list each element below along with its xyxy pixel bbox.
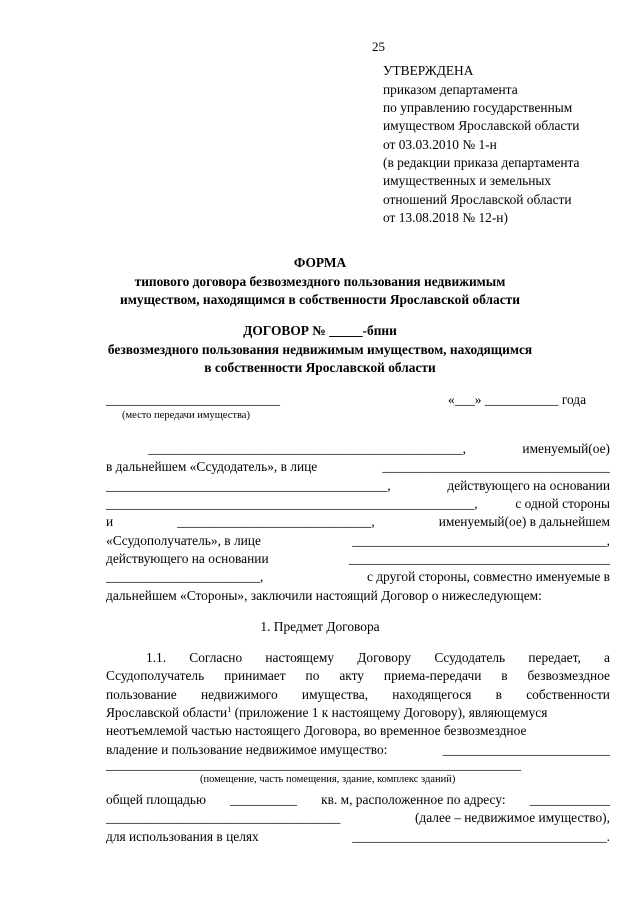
approval-line: имуществом Ярославской области <box>383 118 580 133</box>
area-line: общей площадью __________ кв. м, расположенное по адресу: ____________ <box>106 792 610 807</box>
object-blank: ______________________________________________________________ <box>106 757 522 772</box>
parties-line: _______________________, с другой стороны, совместно именуемые в <box>106 569 610 584</box>
form-title: ФОРМА <box>293 255 347 270</box>
address-line: ___________________________________ (далее – недвижимое имущество), <box>106 810 610 825</box>
approval-line: (в редакции приказа департамента <box>383 155 580 170</box>
place-caption: (место передачи имущества) <box>122 410 250 421</box>
contract-subtitle-line: в собственности Ярославской области <box>204 360 436 375</box>
approval-line: от 13.08.2018 № 12-н) <box>383 210 508 225</box>
page-number: 25 <box>372 39 385 54</box>
parties-line: в дальнейшем «Ссудодатель», в лице __________________________________ <box>106 459 610 474</box>
clause-line: 1.1. Согласно настоящему Договору Ссудодатель передает, а <box>146 650 610 665</box>
clause-line: пользование недвижимого имущества, находящегося в собственности <box>106 687 610 702</box>
approval-line: по управлению государственным <box>383 100 573 115</box>
parties-line: __________________________________________, действующего на основании <box>106 478 610 493</box>
approval-line: имущественных и земельных <box>383 173 552 188</box>
parties-line: _______________________________________________, именуемый(ое) <box>148 441 610 456</box>
parties-line: дальнейшем «Стороны», заключили настоящий Договор о нижеследующем: <box>106 588 542 603</box>
approval-line: приказом департамента <box>383 82 518 97</box>
section-title: 1. Предмет Договора <box>260 619 380 634</box>
parties-line: действующего на основании _______________________________________ <box>106 551 610 566</box>
contract-subtitle-line: безвозмездного пользования недвижимым имуществом, находящимся <box>107 342 533 357</box>
approval-line: отношений Ярославской области <box>383 192 572 207</box>
object-caption: (помещение, часть помещения, здание, комплекс зданий) <box>200 774 456 785</box>
parties-line: «Ссудополучатель», в лице ______________________________________, <box>106 533 610 548</box>
form-subtitle-line: типового договора безвозмездного пользования недвижимым <box>134 274 506 289</box>
contract-title: ДОГОВОР № _____-бпни <box>243 323 397 338</box>
place-blank: __________________________ <box>106 392 281 407</box>
form-subtitle-line: имуществом, находящимся в собственности Ярославской области <box>120 292 520 307</box>
footnote-mark: 1 <box>227 705 232 714</box>
contract-date-blank: «___» ___________ года <box>448 392 587 407</box>
clause-line: владение и пользование недвижимое имущество: _________________________ <box>106 742 610 757</box>
parties-line: и _____________________________, именуемый(ое) в дальнейшем <box>106 514 610 529</box>
clause-line: Ссудополучатель принимает по акту приема-передачи в безвозмездное <box>106 668 610 683</box>
approval-line: от 03.03.2010 № 1-н <box>383 137 497 152</box>
parties-line: _______________________________________________________, с одной стороны <box>106 496 610 511</box>
purpose-line: для использования в целях ______________________________________. <box>106 829 610 844</box>
clause-line: Ярославской области$^1$ (приложение 1 к настоящему Договору), являющемуся <box>106 705 548 720</box>
clause-line: неотъемлемой частью настоящего Договора, во временное безвозмездное <box>106 723 527 738</box>
approval-line: УТВЕРЖДЕНА <box>383 63 474 78</box>
